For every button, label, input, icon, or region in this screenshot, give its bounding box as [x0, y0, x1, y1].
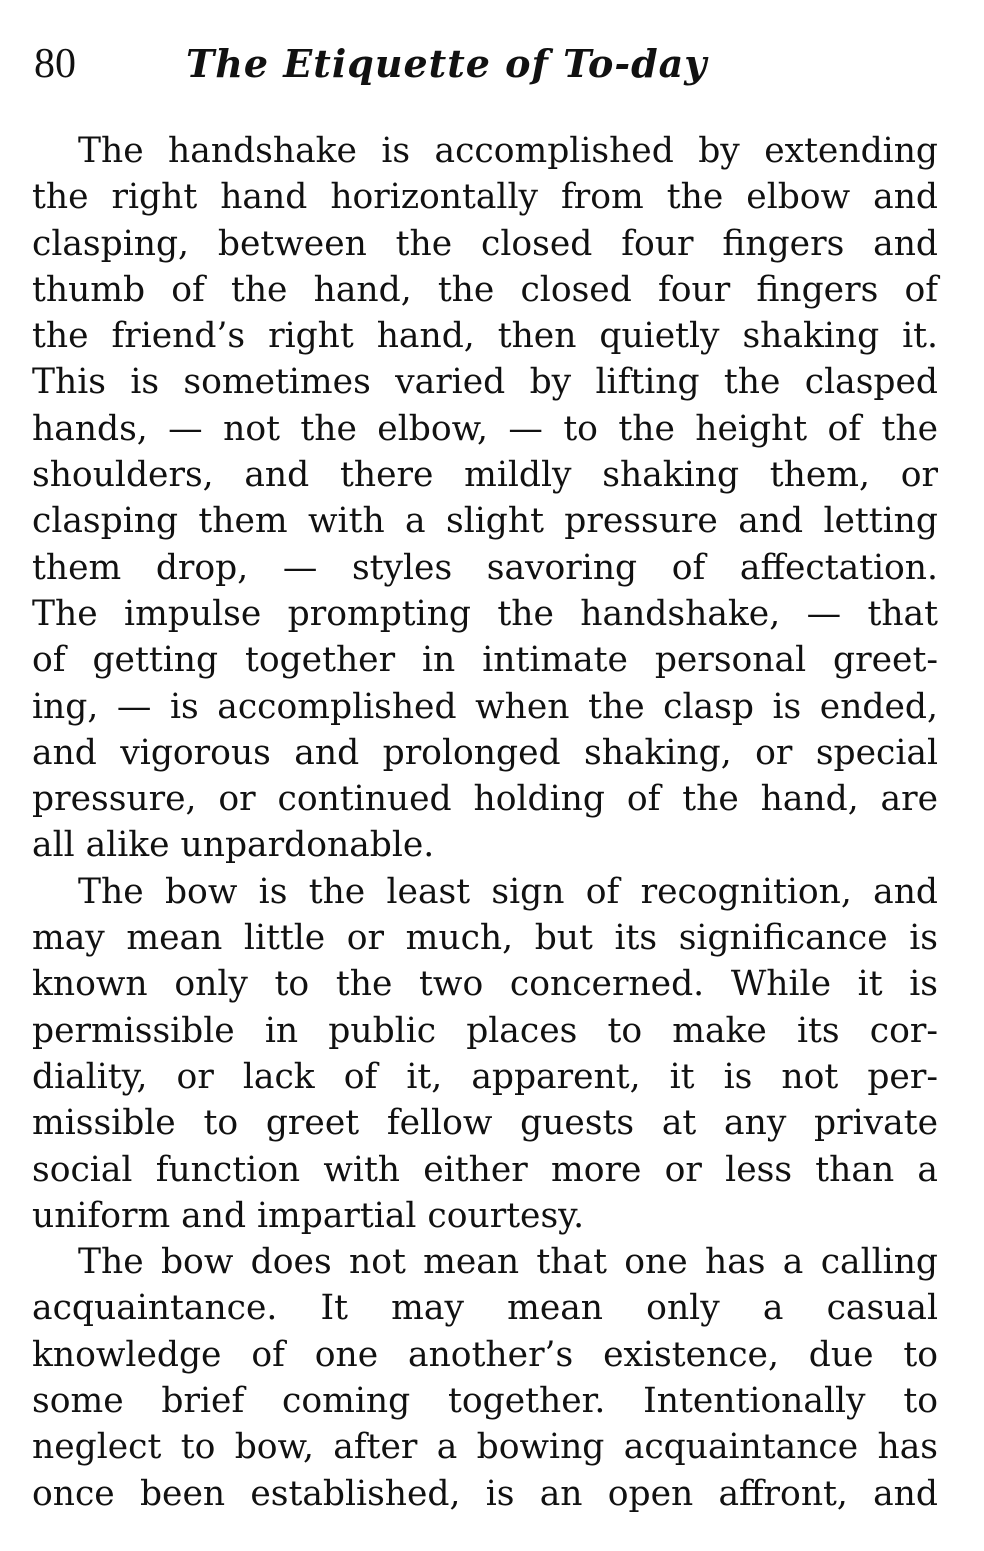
text-line: uniform and impartial courtesy.: [32, 1195, 585, 1236]
text-line: thumb of the hand, the closed four fingers of: [32, 269, 938, 310]
paragraph-bow-recognition: [32, 869, 938, 1239]
text-line: and vigorous and prolonged shaking, or special: [32, 732, 938, 773]
text-line: permissible in public places to make its cor-: [32, 1010, 938, 1051]
text-line: diality, or lack of it, apparent, it is not per-: [32, 1056, 938, 1097]
text-line: The impulse prompting the handshake, — that: [32, 593, 938, 634]
text-line: missible to greet fellow guests at any private: [32, 1103, 938, 1144]
text-line: This is sometimes varied by lifting the clasped: [32, 362, 938, 403]
text-line: may mean little or much, but its significance is: [32, 918, 938, 959]
text-line: clasping them with a slight pressure and letting: [32, 501, 938, 542]
text-line: of getting together in intimate personal greet-: [32, 640, 938, 681]
text-line: The bow does not mean that one has a calling: [78, 1242, 938, 1283]
text-line: The bow is the least sign of recognition, and: [78, 871, 938, 912]
text-line: some brief coming together. Intentionally to: [32, 1381, 938, 1422]
text-line: social function with either more or less than a: [32, 1149, 938, 1190]
text-line: neglect to bow, after a bowing acquaintance has: [32, 1427, 938, 1468]
text-line: knowledge of one another’s existence, due to: [32, 1334, 938, 1375]
text-line: known only to the two concerned. While it is: [32, 964, 938, 1005]
text-line: them drop, — styles savoring of affectation.: [32, 547, 938, 588]
text-line: The handshake is accomplished by extending: [78, 131, 938, 171]
text-line: ing, — is accomplished when the clasp is ended,: [32, 686, 938, 727]
text-line: pressure, or continued holding of the hand, are: [32, 779, 938, 820]
running-title: The Etiquette of To-day: [186, 41, 708, 86]
text-line: all alike unpardonable.: [32, 825, 435, 866]
text-line: clasping, between the closed four fingers and: [32, 223, 938, 264]
page-header: [34, 40, 934, 102]
page-number: 80: [34, 41, 76, 87]
text-line: shoulders, and there mildly shaking them, or: [32, 455, 938, 496]
paragraph-bow-acquaintance: [32, 1239, 938, 1517]
text-line: hands, — not the elbow, — to the height of the: [32, 408, 938, 449]
text-line: once been established, is an open affront, and: [32, 1473, 938, 1514]
text-line: the friend’s right hand, then quietly shaking it.: [32, 316, 938, 357]
paragraph-handshake: [32, 128, 938, 869]
text-line: the right hand horizontally from the elbow and: [32, 177, 938, 218]
text-line: acquaintance. It may mean only a casual: [32, 1288, 938, 1329]
body-text: [32, 128, 938, 1517]
